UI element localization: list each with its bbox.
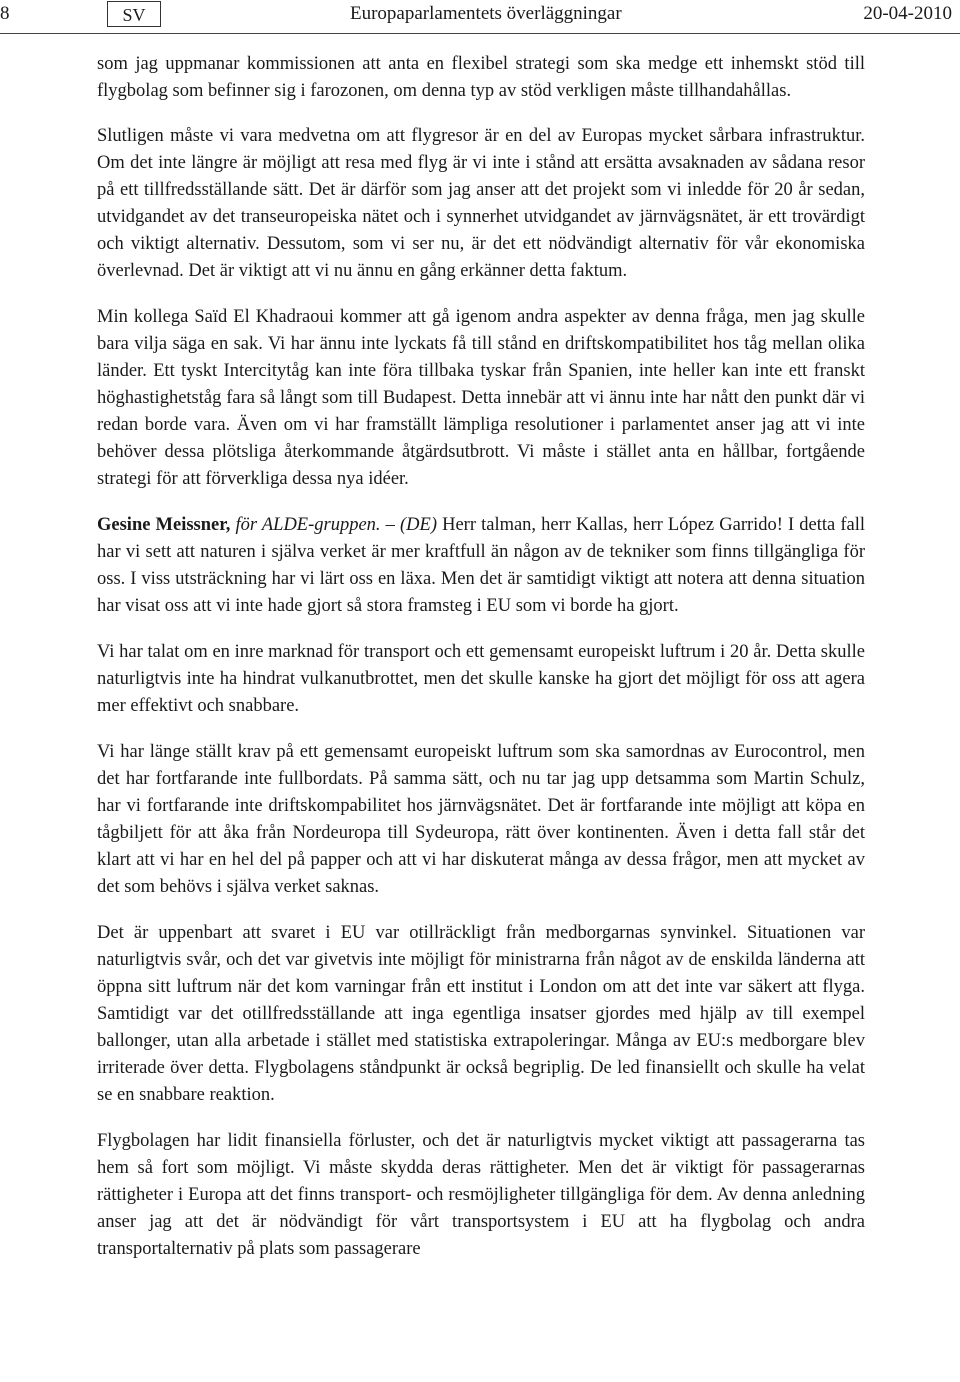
language-badge: SV: [107, 1, 161, 27]
speaker-name: Gesine Meissner,: [97, 515, 231, 535]
paragraph: Vi har talat om en inre marknad för transport och ett gemensamt europeiskt luftrum i 20 år. Detta skulle naturligtvis inte ha hindrat vulkanutbrottet, men det skulle kanske ha gjort det möjligt för oss att agera mer effektivt och snabbare.: [97, 642, 865, 716]
document-date: 20-04-2010: [863, 3, 952, 24]
paragraph: Det är uppenbart att svaret i EU var otillräckligt från medborgarnas synvinkel. Situationen var naturligtvis svår, och det var givetvis inte möjligt för ministrarna från något av de enskilda länderna att öppna sitt luftrum när det kom varningar från ett institut i London om att det inte var säkert att flyga. Samtidigt var det otillfredsställande att inga egentliga insatser gjordes med hjälp av till exempel ballonger, utan alla arbetade i stället med statistiska extrapoleringar. Många av EU:s medborgare blev irriterade över detta. Flygbolagens ståndpunkt är också begriplig. De led finansiellt och skulle ha velat se en snabbare reaktion.: [97, 923, 865, 1105]
document-body: [97, 51, 865, 1282]
paragraph: Slutligen måste vi vara medvetna om att flygresor är en del av Europas mycket sårbara infrastruktur. Om det inte längre är möjligt att resa med flyg är vi inte i stånd att ersätta avsaknaden av sådana resor på ett tillfredsställande sätt. Det är därför som jag anser att det projekt som vi inledde för 20 år sedan, utvidgandet av det transeuropeiska nätet och i synnerhet utvidgandet av järnvägsnätet, är ett trovärdigt och viktigt alternativ. Dessutom, som vi ser nu, är det ett nödvändigt alternativ för vår ekonomiska överlevnad. Det är viktigt att vi nu ännu en gång erkänner detta faktum.: [97, 126, 865, 281]
document-title: Europaparlamentets överläggningar: [350, 3, 622, 24]
paragraph: Vi har länge ställt krav på ett gemensamt europeiskt luftrum som ska samordnas av Eurocontrol, men det har fortfarande inte fullbordats. På samma sätt, och nu tar jag upp detsamma som Martin Schulz, har vi fortfarande inte driftskompabilitet hos järnvägsnätet. Det är fortfarande inte möjligt att köpa en tågbiljett för att åka från Nordeuropa till Sydeuropa, rätt över kontinenten. Även i detta fall står det klart att vi har en hel del på papper och att vi har diskuterat många av dessa frågor, men att mycket av det som behövs i själva verket saknas.: [97, 742, 865, 897]
speaker-group: för ALDE-gruppen.: [235, 515, 381, 535]
speech-opening: [97, 512, 865, 620]
speech-dash: –: [380, 515, 401, 535]
paragraph: Min kollega Saïd El Khadraoui kommer att gå igenom andra aspekter av denna fråga, men jag skulle bara vilja säga en sak. Vi har ännu inte lyckats få till stånd en driftskompatibilitet hos tåg mellan olika länder. Ett tyskt Intercitytåg kan inte föra tillbaka tyskar från Spanien, inte heller kan inte ett franskt höghastighetståg fara så långt som till Budapest. Detta innebär att vi ännu inte har nått den punkt där vi redan borde vara. Även om vi har framställt lämpliga resolutioner i parlamentet anser jag att vi inte behöver dessa plötsliga återkommande åtgärdsutbrott. Vi måste i stället anta en hållbar, fortgående strategi för att förverkliga dessa nya idéer.: [97, 307, 865, 489]
page-number: 8: [0, 3, 10, 24]
paragraph: Flygbolagen har lidit finansiella förluster, och det är naturligtvis mycket viktigt att passagerarna tas hem så fort som möjligt. Vi måste skydda deras rättigheter. Men det är viktigt för passagerarnas rättigheter i Europa att det finns transport- och resmöjligheter tillgängliga för dem. Av denna anledning anser jag att det är nödvändigt för vårt transportsystem i EU att ha flygbolag och andra transportalternativ på plats som passagerare: [97, 1131, 865, 1259]
page-header: [0, 0, 960, 34]
speech-opening-text: Herr talman, herr Kallas, herr López Garrido! I detta fall har vi sett att naturen i själva verket är mer kraftfull än någon av de tekniker som finns tillgängliga för oss. I viss utsträckning har vi lärt oss en läxa. Men det är samtidigt viktigt att notera att denna situation har visat oss att vi inte hade gjort så stora framsteg i EU som vi borde ha gjort.: [97, 515, 866, 616]
paragraph: som jag uppmanar kommissionen att anta en flexibel strategi som ska medge ett inhemskt stöd till flygbolag som befinner sig i farozonen, om denna typ av stöd verkligen måste tillhandahållas.: [97, 54, 865, 101]
speech-language-tag: (DE): [400, 515, 437, 535]
header-divider: [0, 33, 960, 34]
